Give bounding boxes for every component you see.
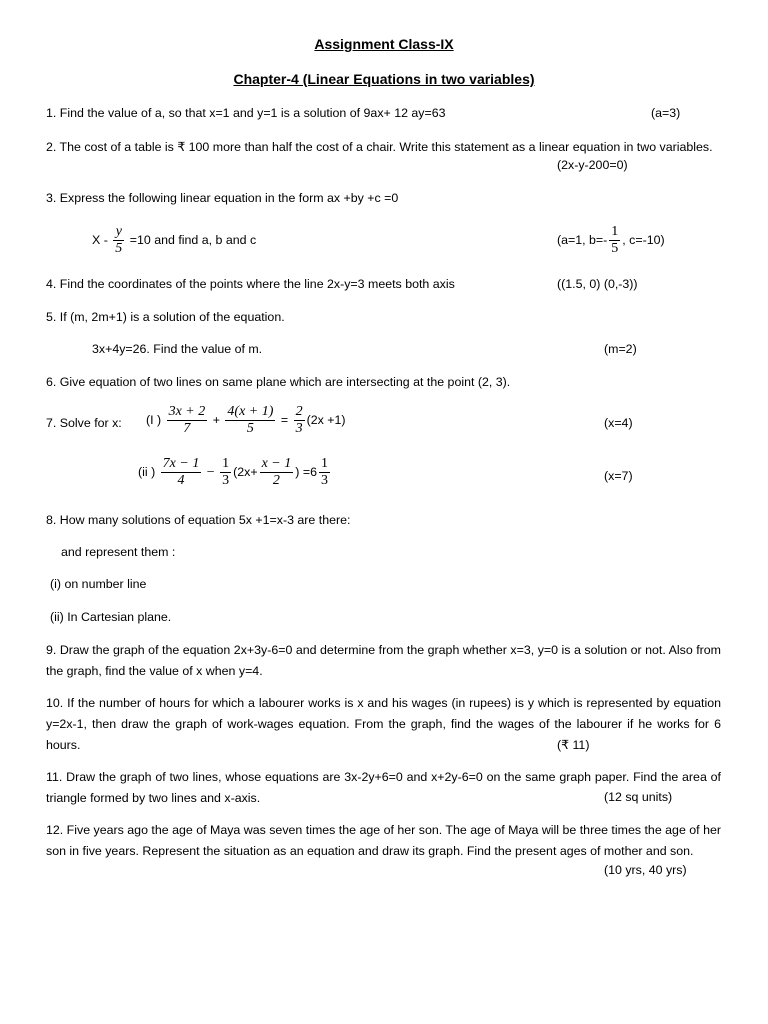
question-2: 2. The cost of a table is ₹ 100 more than half the cost of a chair. Write this statement as a linear equation in two variables. [46,140,713,154]
fraction-2 [225,404,275,437]
answer-11: (12 sq units) [604,790,673,804]
question-8: 8. How many solutions of equation 5x +1=x-3 are there: [46,513,351,527]
fraction-1 [161,456,202,489]
frac-denominator: 2 [272,473,280,488]
answer-1: (a=3) [651,106,681,120]
plus-sign: + [212,412,220,427]
answer-7-part-1: (x=4) [604,416,633,430]
question-1: 1. Find the value of a, so that x=1 and y=1 is a solution of 9ax+ 12 ay=63 [46,106,446,120]
question-8-sub-2: (ii) In Cartesian plane. [50,610,172,624]
question-7-label: 7. Solve for x: [46,416,122,430]
answer-12: (10 yrs, 40 yrs) [604,863,687,877]
question-3: 3. Express the following linear equation in the form ax +by +c =0 [46,191,399,205]
frac-denominator: 3 [320,473,328,488]
question-7-part-2 [138,456,332,489]
part-2-label: (ii ) [138,464,156,479]
question-10: 10. If the number of hours for which a labourer works is x and his wages (in rupees) is y which is represented by equation y=2x-1, then draw the graph of work-wages equation. From the graph, find the wages of the labourer if he works for 6 hours. [46,696,721,752]
question-6: 6. Give equation of two lines on same plane which are intersecting at the point (2, 3). [46,375,511,389]
question-5-line-2: 3x+4y=26. Find the value of m. [92,342,263,356]
frac-numerator: 1 [222,456,230,471]
question-4: 4. Find the coordinates of the points where the line 2x-y=3 meets both axis [46,277,455,291]
expr-prefix: X - [92,232,108,247]
frac-numerator: 3x + 2 [168,404,206,419]
page-title: Assignment Class-IX [314,36,454,52]
frac-denominator: 7 [183,421,191,436]
answer-3-prefix: (a=1, b=- [557,232,608,247]
expr-suffix: =10 and find a, b and c [129,232,257,247]
frac-numerator: x − 1 [261,456,292,471]
question-7-part-1 [146,404,346,437]
fraction-4 [319,456,330,489]
fraction-2 [220,456,231,489]
chapter-heading: Chapter-4 (Linear Equations in two variables) [233,71,535,87]
minus-sign: − [206,464,215,480]
answer-3 [557,224,665,257]
frac-numerator: y [113,224,124,241]
answer-7-part-2: (x=7) [604,469,633,483]
frac-denominator: 3 [222,473,230,488]
question-8-line-2: and represent them : [61,545,176,559]
answer-5: (m=2) [604,342,637,356]
frac-denominator: 3 [295,421,303,436]
part-2-mid: (2x+ [233,464,258,479]
answer-10: (₹ 11) [557,738,590,752]
fraction-1-over-5 [609,224,620,257]
answer-3-suffix: , c=-10) [622,232,665,247]
fraction-y-over-5 [113,224,124,257]
question-12: 12. Five years ago the age of Maya was seven times the age of her son. The age of Maya will be three times the age of her son in five years. Represent the situation as an equation and draw its graph. Find the present ages of mother and son. [46,823,721,858]
frac-denominator: 4 [177,473,185,488]
answer-4: ((1.5, 0) (0,-3)) [557,277,638,291]
frac-denominator: 5 [246,421,254,436]
frac-numerator: 7x − 1 [162,456,200,471]
frac-numerator: 1 [611,224,619,239]
fraction-1 [167,404,208,437]
question-9: 9. Draw the graph of the equation 2x+3y-6=0 and determine from the graph whether x=3, y=0 is a solution or not. Also from the graph, find the value of x when y=4. [46,643,721,678]
frac-numerator: 1 [320,456,328,471]
question-3-expression [92,224,256,257]
frac-denominator: 5 [611,241,619,256]
answer-2: (2x-y-200=0) [557,158,628,172]
frac-numerator: 2 [295,404,303,419]
part-2-tail: ) =6 [295,464,317,479]
question-11: 11. Draw the graph of two lines, whose equations are 3x-2y+6=0 and x+2y-6=0 on the same graph paper. Find the area of triangle formed by two lines and x-axis. [46,770,721,805]
question-8-sub-1: (i) on number line [50,577,147,591]
part-1-label: (I ) [146,412,162,427]
fraction-3 [260,456,294,489]
frac-numerator: 4(x + 1) [227,404,274,419]
fraction-3 [294,404,305,437]
part-1-tail: (2x +1) [306,412,346,427]
question-5: 5. If (m, 2m+1) is a solution of the equation. [46,310,285,324]
equals-sign: = [280,412,289,427]
frac-denominator: 5 [115,241,123,256]
